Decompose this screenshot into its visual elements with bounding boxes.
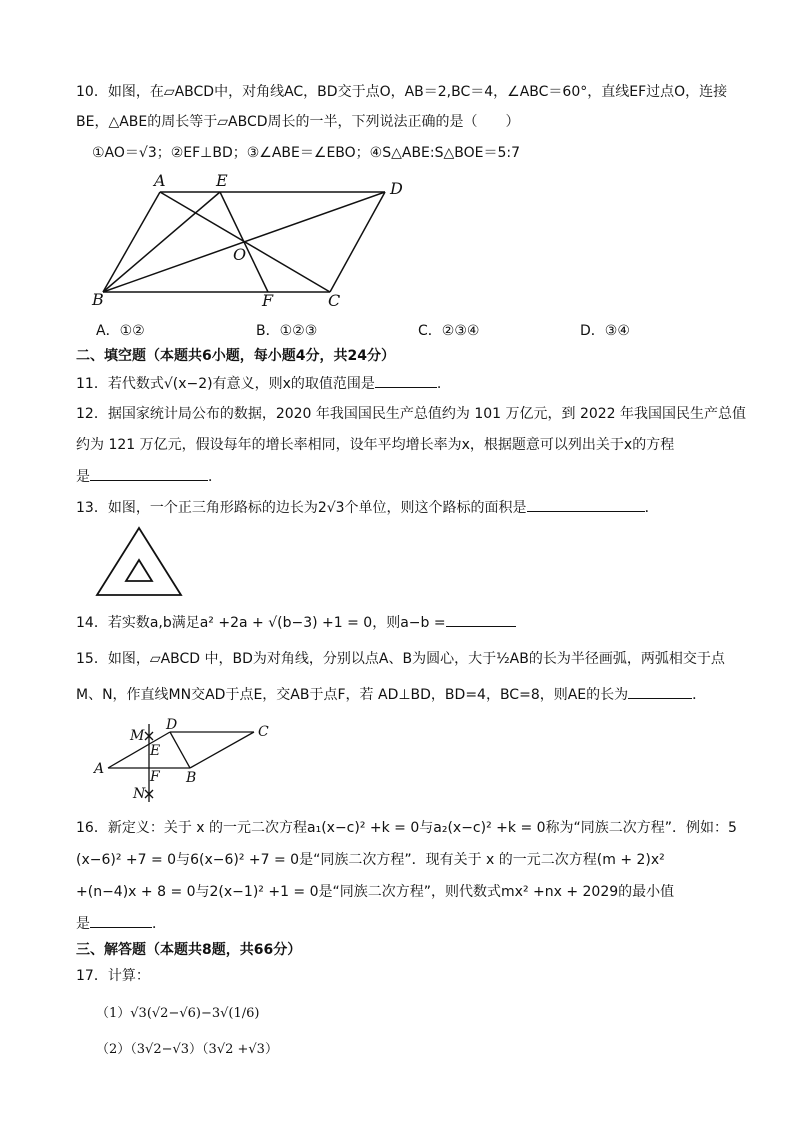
q15-line1: 15．如图，▱ABCD 中，BD为对角线，分别以点A、B为圆心，大于½AB的长为半径画弧，两弧相交于点 [76, 651, 725, 667]
q15-diagonal-bd [170, 732, 190, 768]
q10-choice-b[interactable]: B．①②③ [256, 323, 318, 339]
q14-answer-blank[interactable] [446, 612, 516, 627]
q10-statements: ①AO＝√3；②EF⊥BD；③∠ABE＝∠EBO；④S△ABE:S△BOE＝5:7 [92, 145, 521, 161]
q12-line3: 是 ． [76, 466, 222, 487]
q12-lead: 是 [76, 469, 90, 485]
q13-answer-blank[interactable] [527, 497, 645, 512]
q16-line4: 是 ． [76, 913, 166, 934]
q13-inner-triangle [126, 560, 152, 581]
q10-line-ef [220, 192, 268, 292]
q15-side-cb [190, 732, 254, 768]
q16-lead: 是 [76, 916, 90, 932]
q15-stem: M、N，作直线MN交AD于点E，交AB于点F，若 AD⊥BD，BD=4，BC=8，则AE的长为 [76, 687, 629, 703]
q14-stem: 14．若实数a,b满足a² +2a + √(b−3) +1 = 0，则a−b = [76, 615, 446, 631]
q10-choice-c[interactable]: C．②③④ [418, 323, 480, 339]
q11-answer-blank[interactable] [375, 373, 437, 388]
section2-heading: 二、填空题（本题共6小题，每小题4分，共24分） [76, 348, 395, 364]
q10-side-ba [103, 192, 160, 292]
q10-choice-a[interactable]: A．①② [96, 323, 145, 339]
q10-label-f: F [262, 291, 274, 310]
q10-label-o: O [233, 245, 247, 264]
q10-label-b: B [92, 290, 104, 309]
q10-figure [90, 172, 420, 312]
q15-label-d: D [166, 718, 178, 733]
q13-text: 13．如图，一个正三角形路标的边长为2√3个单位，则这个路标的面积是 ． [76, 497, 659, 518]
q15-label-e: E [150, 743, 161, 759]
q15-label-f: F [150, 769, 160, 785]
q10-choice-d[interactable]: D．③④ [580, 323, 630, 339]
q11-text: 11．若代数式√(x−2)有意义，则x的取值范围是 . [76, 373, 441, 394]
q12-line2: 约为 121 万亿元，假设每年的增长率相同，设年平均增长率为x，根据题意可以列出关于x的方程 [76, 437, 675, 453]
q16-line3: +(n−4)x + 8 = 0与2(x−1)² +1 = 0是“同族二次方程”，则代数式mx² +nx + 2029的最小值 [76, 884, 675, 900]
q15-label-b: B [186, 770, 197, 786]
q16-line2: (x−6)² +7 = 0与6(x−6)² +7 = 0是“同族二次方程”．现有关于 x 的一元二次方程(m + 2)x² [76, 852, 665, 868]
q10-side-dc [330, 192, 385, 292]
q16-line1: 16．新定义：关于 x 的一元二次方程a₁(x−c)² +k = 0与a₂(x−c)² +k = 0称为“同族二次方程”．例如：5 [76, 820, 737, 836]
q10-label-a: A [154, 172, 166, 190]
section3-heading: 三、解答题（本题共8题，共66分） [76, 942, 302, 958]
q15-label-n: N [133, 786, 146, 802]
q10-line1: 10．如图，在▱ABCD中，对角线AC，BD交于点O，AB＝2,BC＝4，∠ABC＝60°，直线EF过点O，连接 [76, 84, 728, 100]
q10-line2: BE，△ABE的周长等于▱ABCD周长的一半，下列说法正确的是（ ） [76, 114, 520, 130]
q16-answer-blank[interactable] [90, 913, 152, 928]
q13-figure-triangle-sign [94, 525, 184, 597]
q11-stem: 11．若代数式√(x−2)有意义，则x的取值范围是 [76, 376, 375, 392]
q15-answer-blank[interactable] [628, 684, 692, 699]
q14-text [76, 612, 516, 633]
q15-label-c: C [258, 724, 269, 740]
q10-label-c: C [328, 291, 341, 310]
q13-stem: 13．如图，一个正三角形路标的边长为2√3个单位，则这个路标的面积是 [76, 500, 527, 516]
q15-line2: M、N，作直线MN交AD于点E，交AB于点F，若 AD⊥BD，BD=4，BC=8，则AE的长为 ． [76, 684, 706, 705]
q10-label-d: D [390, 179, 403, 198]
q17-part1: （1）√3(√2−√6)−3√(1/6) [96, 1006, 260, 1021]
q15-label-a: A [94, 761, 105, 777]
q17-title: 17．计算： [76, 968, 150, 984]
q12-line1: 12．据国家统计局公布的数据，2020 年我国国民生产总值约为 101 万亿元，到 2022 年我国国民生产总值 [76, 406, 747, 422]
q15-label-m: M [130, 728, 145, 744]
q17-part2: （2）（3√2−√3）（3√2 +√3） [96, 1042, 278, 1057]
q10-label-e: E [216, 172, 228, 190]
q10-line-be [103, 192, 220, 292]
q12-answer-blank[interactable] [90, 466, 208, 481]
q15-figure [90, 718, 290, 810]
